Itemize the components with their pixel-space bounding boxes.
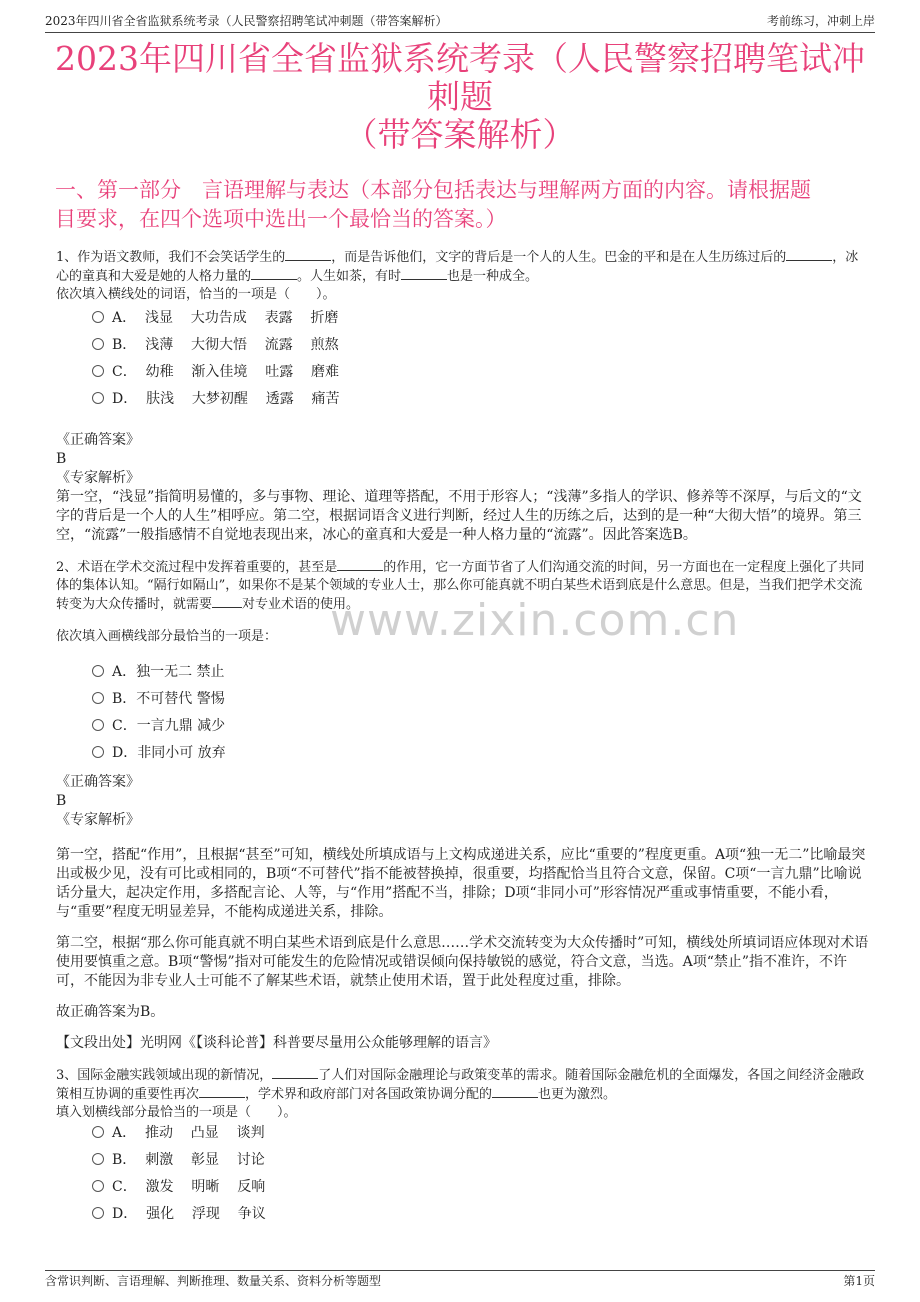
question-2-prompt: 依次填入画横线部分最恰当的一项是： bbox=[56, 629, 278, 644]
option-label: B． 浅薄 大彻大悟 流露 煎熬 bbox=[112, 337, 339, 353]
option-label: B． 刺激 彰显 讨论 bbox=[112, 1152, 265, 1168]
radio-icon[interactable] bbox=[92, 719, 104, 731]
q3-text-part: 也更为激烈。 bbox=[538, 1087, 617, 1102]
option-label: C． 激发 明晰 反响 bbox=[112, 1179, 266, 1195]
option-label: C．一言九鼎 减少 bbox=[112, 718, 226, 734]
page-header bbox=[45, 10, 875, 33]
question-2-answer-block bbox=[56, 773, 870, 1053]
title-line-2: （带答案解析） bbox=[344, 115, 576, 154]
q3-text-part: ，学术界和政府部门对各国政策协调分配的 bbox=[245, 1087, 493, 1102]
answer-value: B bbox=[56, 451, 67, 467]
q1-text-part: 1、作为语文教师，我们不会笑话学生的 bbox=[56, 250, 286, 265]
option-b[interactable] bbox=[92, 1147, 492, 1174]
option-label: D． 强化 浮现 争议 bbox=[112, 1206, 266, 1222]
radio-icon[interactable] bbox=[92, 692, 104, 704]
blank-line bbox=[337, 558, 383, 571]
blank-line bbox=[212, 595, 242, 608]
footer-left-text: 含常识判断、言语理解、判断推理、数量关系、资料分析等题型 bbox=[45, 1274, 382, 1288]
radio-icon[interactable] bbox=[92, 665, 104, 677]
question-3-prompt: 填入划横线部分最恰当的一项是（ ）。 bbox=[56, 1105, 297, 1120]
page-footer bbox=[45, 1270, 875, 1291]
radio-icon[interactable] bbox=[92, 1207, 104, 1219]
option-a[interactable] bbox=[92, 659, 492, 686]
header-left-text: 2023年四川省全省监狱系统考录（人民警察招聘笔试冲刺题（带答案解析） bbox=[45, 14, 448, 28]
option-d[interactable] bbox=[92, 740, 492, 767]
radio-icon[interactable] bbox=[92, 392, 104, 404]
option-a[interactable] bbox=[92, 1120, 492, 1147]
q2-text-part: 2、术语在学术交流过程中发挥着重要的，甚至是 bbox=[56, 560, 338, 575]
radio-icon[interactable] bbox=[92, 365, 104, 377]
answer-label: 《正确答案》 bbox=[56, 774, 140, 790]
option-b[interactable] bbox=[92, 686, 492, 713]
option-label: C． 幼稚 渐入佳境 吐露 磨难 bbox=[112, 364, 340, 380]
option-c[interactable] bbox=[92, 359, 492, 386]
q1-text-part: 也是一种成全。 bbox=[447, 269, 539, 284]
answer-value: B bbox=[56, 793, 67, 809]
header-right-text: 考前练习，冲刺上岸 bbox=[766, 14, 875, 28]
option-d[interactable] bbox=[92, 1201, 492, 1228]
blank-line bbox=[251, 267, 297, 280]
blank-line bbox=[199, 1085, 245, 1098]
option-b[interactable] bbox=[92, 332, 492, 359]
question-3-text bbox=[56, 1066, 870, 1104]
radio-icon[interactable] bbox=[92, 311, 104, 323]
blank-line bbox=[285, 248, 331, 261]
radio-icon[interactable] bbox=[92, 746, 104, 758]
section-heading bbox=[55, 176, 865, 234]
analysis-paragraph-2: 第二空，根据“那么你可能真就不明白某些术语到底是什么意思……学术交流转变为大众传播时”可知，横线处所填词语应体现对术语使用要慎重之意。B项“警惕”指对可能发生的危险情况或错误倾向保持敏锐的感觉，符合文意，当选。A项“禁止”指不准许，不许可，不能因为非专业人士可能不了解某些术语，就禁止使用术语，置于此处程度过重，排除。 bbox=[56, 935, 869, 989]
blank-line bbox=[272, 1066, 318, 1079]
title-line-1: 2023年四川省全省监狱系统考录（人民警察招聘笔试冲刺题 bbox=[55, 39, 865, 116]
conclusion-text: 故正确答案为B。 bbox=[56, 1004, 165, 1020]
q1-text-part: 的童真和大爱是她的人格力量的 bbox=[69, 269, 252, 284]
analysis-label: 《专家解析》 bbox=[56, 470, 140, 486]
q2-text-part: 对专业术语的使用。 bbox=[242, 597, 360, 612]
q2-text-part: 的作用，它一方面节省了人们沟通交流的时间，另一方面也在一定程度上强化了共同体的集体认知。“隔行如隔山”，如果你不是某个领域的专业人士，那么你可能真就不明白某些术语到底是什么意思。但是，当我们把学术交流转变为大众传播时，就需要 bbox=[56, 560, 865, 612]
option-c[interactable] bbox=[92, 713, 492, 740]
q3-text-part: 了人们对国际金融理论与政策变革的需求。随着国际金融危机的全面爆发，各国之间经济金融政策相互协调的重要性再次 bbox=[56, 1068, 865, 1102]
option-label: D．非同小可 放弃 bbox=[112, 745, 226, 761]
option-label: D． 肤浅 大梦初醒 透露 痛苦 bbox=[112, 391, 340, 407]
q3-text-part: 3、国际金融实践领域出现的新情况， bbox=[56, 1068, 273, 1083]
question-1-answer-block bbox=[56, 431, 870, 545]
answer-label: 《正确答案》 bbox=[56, 432, 140, 448]
watermark: www.zixin.com.cn bbox=[330, 595, 740, 646]
blank-line bbox=[401, 267, 447, 280]
section-heading-line-1: 一、第一部分 言语理解与表达（本部分包括表达与理解两方面的内容。请根据题 bbox=[55, 178, 811, 202]
radio-icon[interactable] bbox=[92, 1126, 104, 1138]
q1-text-part: ，而是告诉他们，文字的背后是一个人的人生。巴金的平和是在人生历练过后的 bbox=[331, 250, 787, 265]
option-label: B．不可替代 警惕 bbox=[112, 691, 225, 707]
question-1-prompt: 依次填入横线处的词语，恰当的一项是（ ）。 bbox=[56, 287, 336, 302]
question-1-options bbox=[92, 305, 492, 413]
analysis-text: 第一空，“浅显”指简明易懂的，多与事物、理论、道理等搭配，不用于形容人；“浅薄”多指人的学识、修养等不深厚，与后文的“文字的背后是一个人的人生”相呼应。第二空，根据词语含义进行判断，经过人生的历练之后，达到的是一种“大彻大悟”的境界。第三空，“流露”一般指感情不自觉地表现出来，冰心的童真和大爱是一种人格力量的“流露”。因此答案选B。 bbox=[56, 489, 862, 543]
radio-icon[interactable] bbox=[92, 1153, 104, 1165]
blank-line bbox=[786, 248, 832, 261]
radio-icon[interactable] bbox=[92, 1180, 104, 1192]
option-label: A．独一无二 禁止 bbox=[112, 664, 225, 680]
q1-text-part: ，冰心 bbox=[56, 250, 859, 284]
blank-line bbox=[492, 1085, 538, 1098]
source-text: 【文段出处】光明网《【谈科论普】科普要尽量用公众能够理解的语言》 bbox=[56, 1035, 497, 1051]
question-1-stem bbox=[56, 248, 870, 304]
question-3-options bbox=[92, 1120, 492, 1228]
analysis-paragraph-1: 第一空，搭配“作用”，且根据“甚至”可知，横线处所填成语与上文构成递进关系，应比“重要的”程度更重。A项“独一无二”比喻最突出或极少见，没有可比或相同的，B项“不可替代”指不能被替换掉，很重要，均搭配恰当且符合文意，保留。C项“一言九鼎”比喻说话分量大，起决定作用，多搭配言论、人等，与“作用”搭配不当，排除；D项“非同小可”形容情况严重或事情重要，不能小看，与“重要”程度无明显差异，不能构成递进关系，排除。 bbox=[56, 847, 866, 920]
option-d[interactable] bbox=[92, 386, 492, 413]
question-1-text bbox=[56, 248, 870, 286]
option-a[interactable] bbox=[92, 305, 492, 332]
analysis-label: 《专家解析》 bbox=[56, 812, 140, 828]
option-label: A． 推动 凸显 谈判 bbox=[112, 1125, 265, 1141]
option-label: A． 浅显 大功告成 表露 折磨 bbox=[112, 310, 339, 326]
question-3-stem bbox=[56, 1066, 870, 1122]
page-number: 第1页 bbox=[843, 1274, 875, 1288]
radio-icon[interactable] bbox=[92, 338, 104, 350]
section-heading-line-2: 目要求，在四个选项中选出一个最恰当的答案。） bbox=[55, 207, 507, 231]
q1-text-part: 。人生如茶，有时 bbox=[297, 269, 402, 284]
document-title bbox=[50, 40, 870, 154]
option-c[interactable] bbox=[92, 1174, 492, 1201]
question-2-options bbox=[92, 659, 492, 767]
